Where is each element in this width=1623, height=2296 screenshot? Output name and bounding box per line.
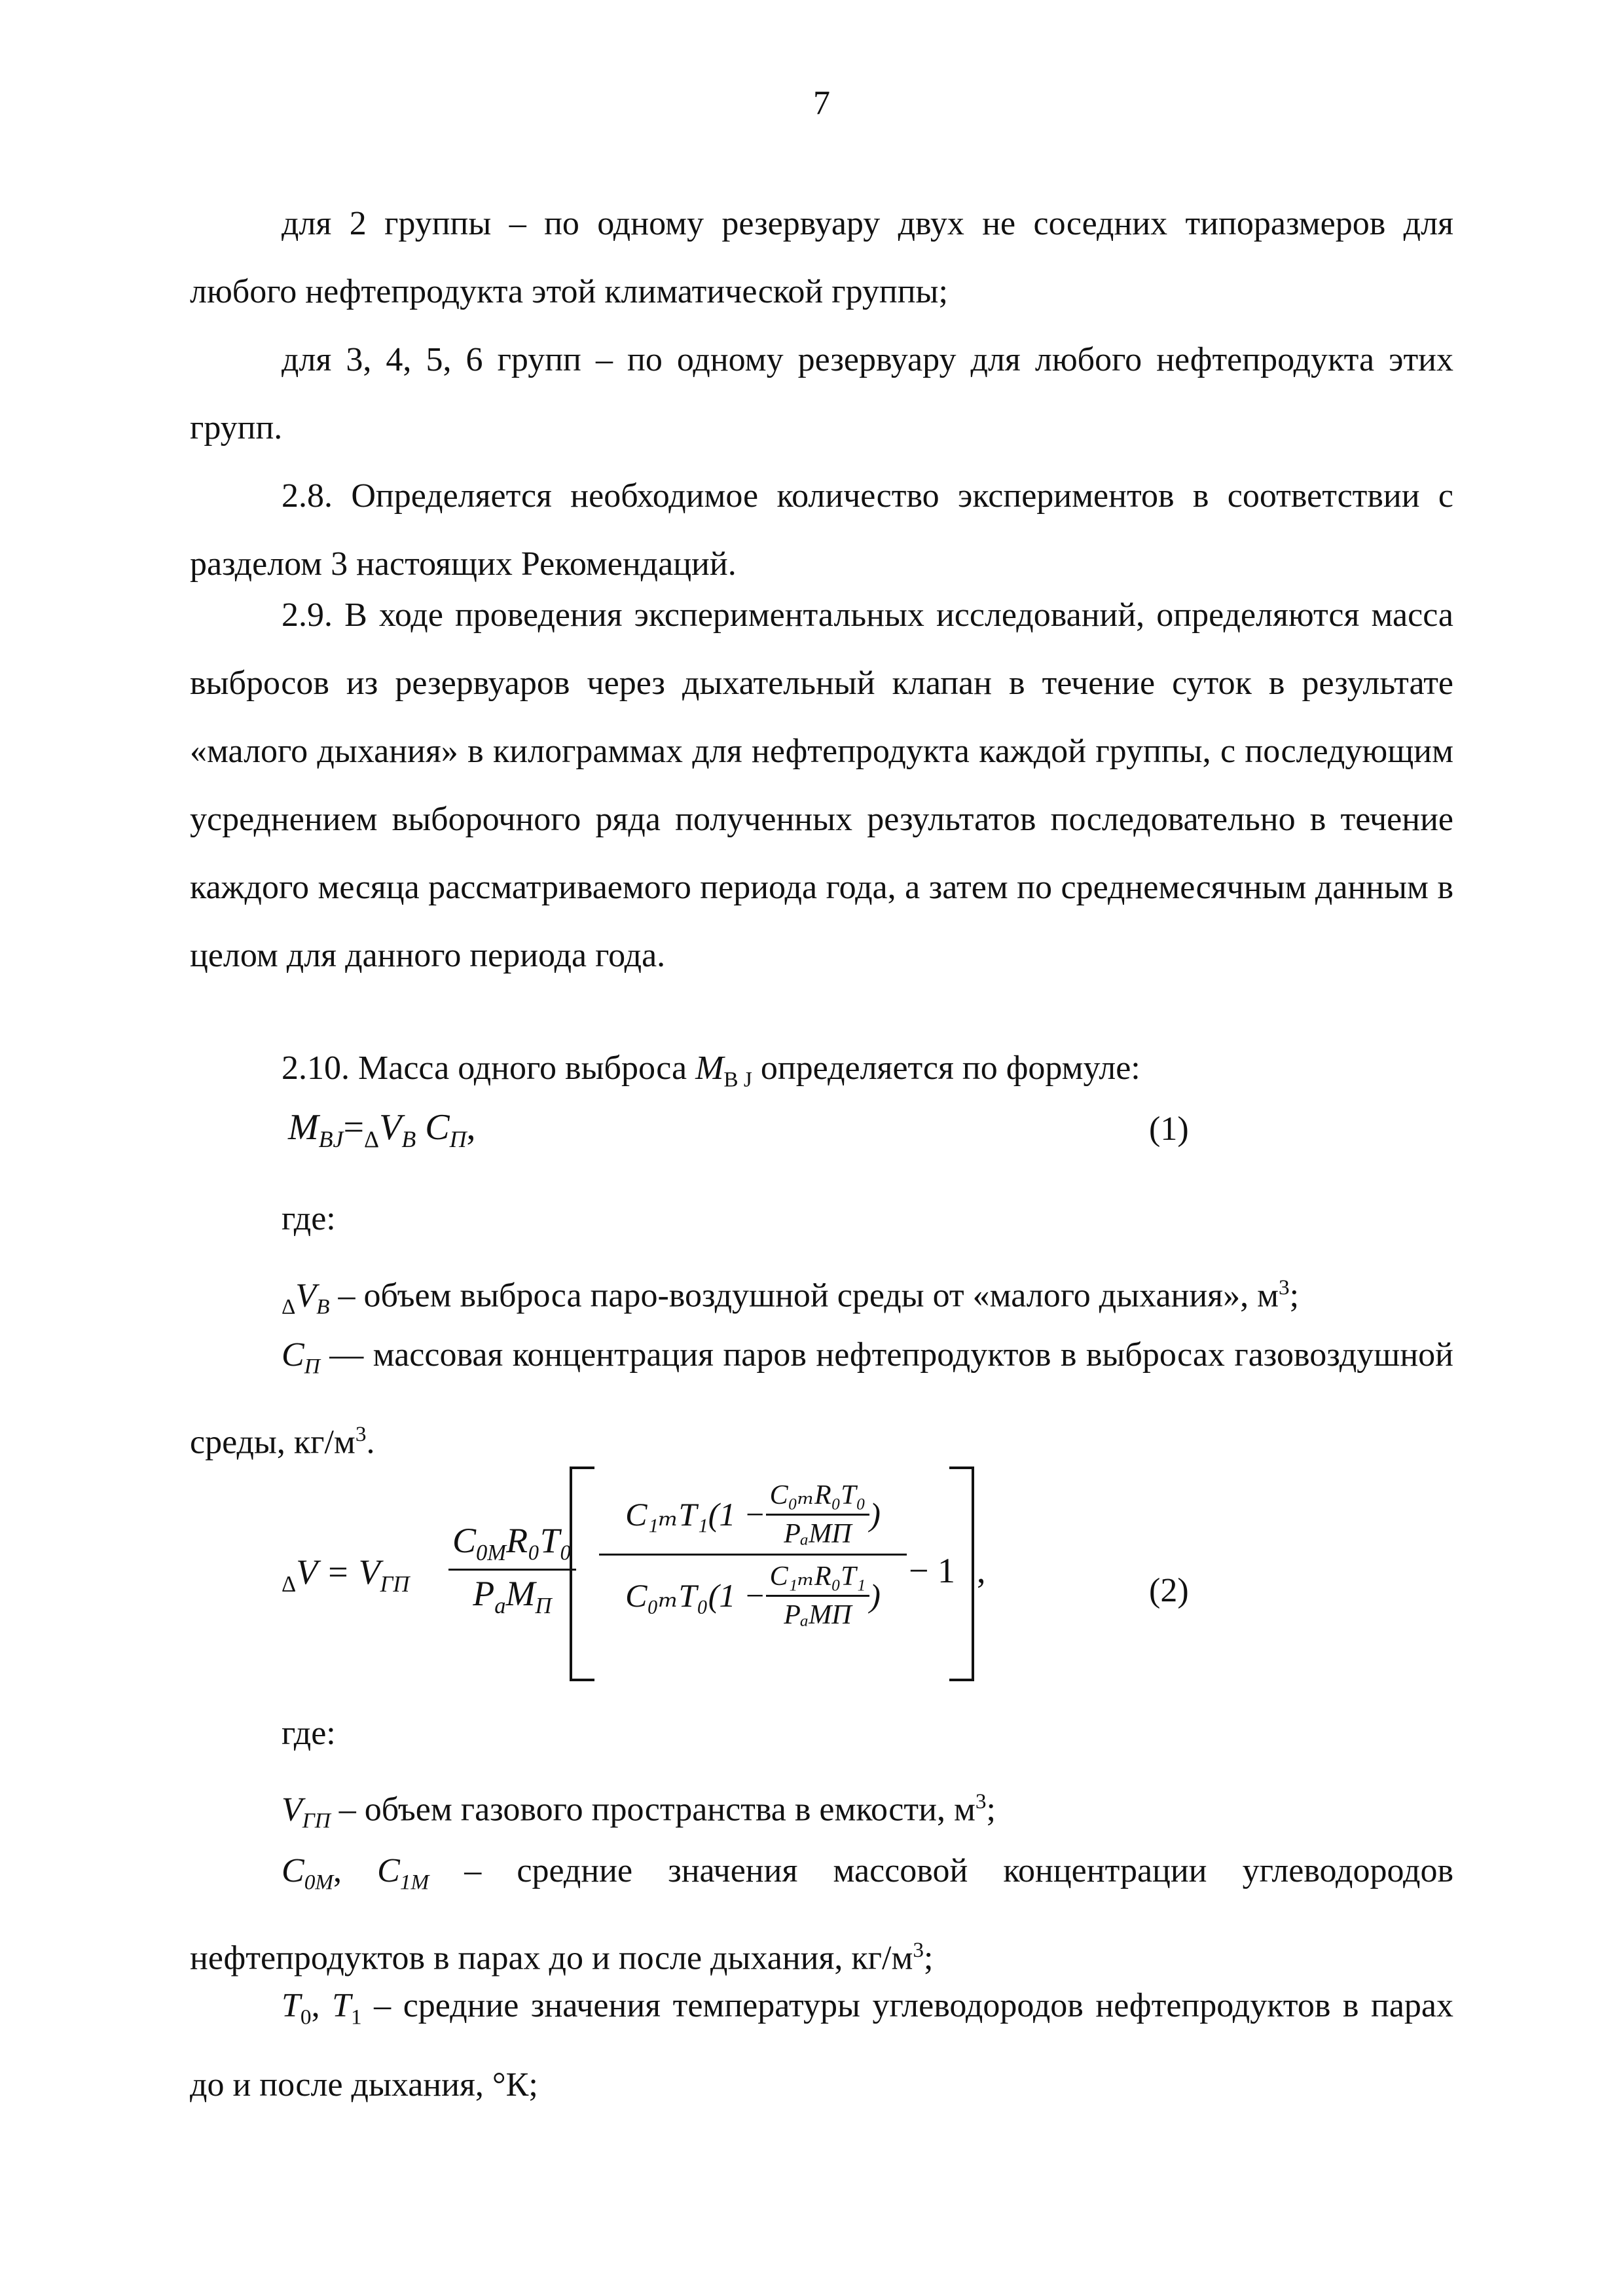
definition-com-c1m xyxy=(190,1837,1453,1993)
paragraph-2-8: 2.8. Определяется необходимое количество экспериментов в соответствии с разделом 3 настоящих Рекомендаций. xyxy=(190,477,1453,583)
def-t0-sub: 0 xyxy=(300,2005,312,2030)
formula-2-inner-top-den: PₐMП xyxy=(784,1519,852,1549)
def-c1m-symbol: C xyxy=(377,1852,400,1889)
formula-2-inner-top-text: C₁ₘT₁(1 − xyxy=(625,1495,766,1533)
def-vgp-sup: 3 xyxy=(975,1789,987,1813)
paragraph-2-10-post: определяется по формуле: xyxy=(752,1049,1140,1087)
mass-symbol: M xyxy=(695,1049,724,1087)
formula-1-tail: , xyxy=(466,1107,476,1148)
formula-1 xyxy=(288,1106,475,1153)
def-vgp-text: – объем газового пространства в емкости, м xyxy=(330,1791,976,1829)
formula-2-eq: = V xyxy=(325,1552,380,1592)
def-t1-sub: 1 xyxy=(351,2005,362,2030)
def-cp-end: . xyxy=(366,1423,375,1461)
formula-2-num-rest: R₀T₀ xyxy=(506,1521,572,1560)
definition-cp xyxy=(190,1321,1453,1477)
formula-2-inner-top-close: ) xyxy=(869,1495,881,1533)
formula-2-inner xyxy=(599,1478,907,1631)
formula-2-den-p: P xyxy=(473,1573,495,1613)
formula-1-v: V xyxy=(379,1107,402,1148)
def-com-sup: 3 xyxy=(913,1938,924,1963)
def-c1m-sub: 1M xyxy=(399,1870,429,1895)
mass-subscript: B J xyxy=(723,1067,752,1092)
def-delta: Δ xyxy=(282,1294,296,1319)
where-label-1: где: xyxy=(282,1200,336,1237)
formula-2-inner-top-num: C₀ₘR₀T₀ xyxy=(766,1478,870,1516)
paragraph-2-9: 2.9. В ходе проведения экспериментальных исследований, определяются масса выбросов из резервуаров через дыхательный клапан в течение суток в результате «малого дыхания» в килограммах для нефтепродукта каждой группы, с последующим усреднением выборочного ряда полученных результатов последовательно в течение каждого месяца рассматриваемого периода года, а затем по среднемесячным данным в целом для данного периода года. xyxy=(190,596,1453,974)
formula-2-outer-fraction xyxy=(448,1520,576,1619)
def-vb-text: – объем выброса паро-воздушной среды от «малого дыхания», м xyxy=(329,1277,1279,1315)
paragraph-2-10-pre: 2.10. Масса одного выброса xyxy=(282,1049,696,1087)
formula-2-inner-bottom xyxy=(599,1556,907,1631)
formula-1-number: (1) xyxy=(1149,1110,1189,1148)
formula-2-den-sub: a xyxy=(494,1593,506,1618)
def-cp-sup: 3 xyxy=(355,1422,367,1447)
formula-1-delta: Δ xyxy=(364,1126,380,1153)
def-vgp-symbol: V xyxy=(282,1791,302,1829)
left-bracket-shape xyxy=(570,1467,594,1681)
formula-2-num-c: C xyxy=(452,1521,477,1560)
formula-2-number: (2) xyxy=(1149,1572,1189,1609)
def-vb-symbol: V xyxy=(295,1277,317,1315)
def-vgp-end: ; xyxy=(986,1791,996,1829)
page-number: 7 xyxy=(813,84,830,122)
formula-1-lhs: M xyxy=(288,1107,319,1148)
formula-2-v: V xyxy=(296,1552,318,1592)
formula-2-minus-one: − 1 xyxy=(909,1551,955,1590)
def-vgp-sub: ГП xyxy=(302,1808,331,1833)
def-t0-symbol: T xyxy=(282,1987,301,2024)
formula-2-den-m-sub: П xyxy=(535,1593,552,1618)
formula-1-lhs-sub: BJ xyxy=(318,1126,344,1153)
formula-2-inner-bottom-close: ) xyxy=(869,1576,881,1614)
formula-2-den-m: M xyxy=(505,1573,536,1613)
def-com-text: – средние значения массовой концентрации углеводородов нефтепродуктов в парах до и после дыхания, кг/м xyxy=(190,1852,1454,1977)
formula-2-inner-top xyxy=(599,1478,907,1556)
def-cp-sub: П xyxy=(304,1354,320,1379)
formula-1-c-sub: П xyxy=(449,1126,467,1153)
formula-1-c: C xyxy=(425,1107,450,1148)
def-com-sep: , xyxy=(333,1852,378,1889)
def-com-symbol: C xyxy=(282,1852,304,1889)
formula-2-comma: , xyxy=(977,1551,986,1590)
def-t-text: – средние значения температуры углеводородов нефтепродуктов в парах до и после дыхания, °К; xyxy=(190,1987,1453,2104)
def-com-end: ; xyxy=(924,1939,934,1977)
paragraph-2-10 xyxy=(190,1034,1453,1114)
def-com-sub: 0M xyxy=(304,1870,334,1895)
formula-2-delta: Δ xyxy=(282,1571,297,1597)
formula-2-inner-bottom-num: C₁ₘR₀T₁ xyxy=(766,1559,870,1597)
formula-2 xyxy=(282,1467,1198,1683)
def-vb-sub: B xyxy=(316,1294,330,1319)
formula-2-num-sub: 0M xyxy=(476,1540,507,1565)
formula-1-eq: = xyxy=(343,1107,365,1148)
paragraph-groups-3-6: для 3, 4, 5, 6 групп – по одному резервуару для любого нефтепродукта этих групп. xyxy=(190,341,1453,446)
paragraph-group-2: для 2 группы – по одному резервуару двух не соседних типоразмеров для любого нефтепродукта этой климатической группы; xyxy=(190,205,1453,310)
def-vb-sup: 3 xyxy=(1279,1275,1290,1300)
def-vb-end: ; xyxy=(1289,1277,1300,1315)
formula-2-lhs xyxy=(282,1552,409,1597)
formula-2-eq-sub: ГП xyxy=(380,1571,410,1597)
formula-1-v-sub: B xyxy=(401,1126,416,1153)
formula-2-inner-bottom-den: PₐMП xyxy=(784,1600,852,1630)
definition-t0-t1 xyxy=(190,1972,1453,2119)
formula-2-inner-bottom-text: C₀ₘT₀(1 − xyxy=(625,1576,766,1614)
where-label-2: где: xyxy=(282,1715,336,1752)
def-t-sep: , xyxy=(311,1987,333,2024)
def-cp-text: — массовая концентрация паров нефтепродуктов в выбросах газовоздушной среды, кг/м xyxy=(190,1336,1453,1461)
def-cp-symbol: C xyxy=(282,1336,304,1374)
def-t1-symbol: T xyxy=(332,1987,352,2024)
